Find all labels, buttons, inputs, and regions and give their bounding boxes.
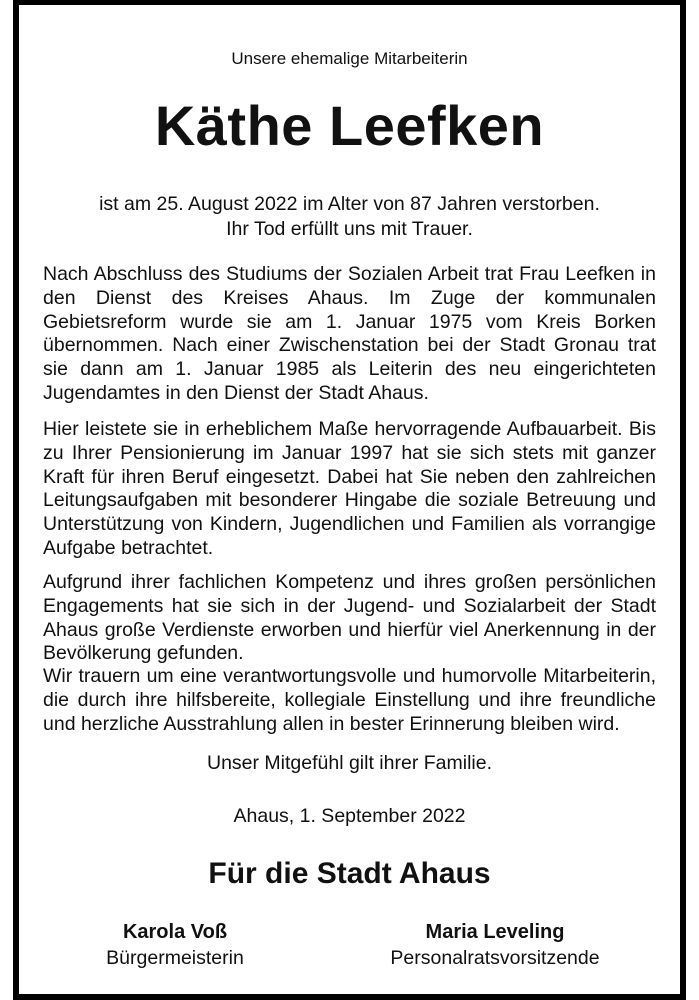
paragraph-recognition: Aufgrund ihrer fachlichen Kompetenz und ihres großen persönlichen Engagements hat sie sich in der Jugend- und Sozialarbeit der Stadt Ahaus große Verdienste erworben und hierfür viel Anerkennung in der Bevölkerung gefunden. [43, 571, 656, 665]
paragraph-mourning: Wir trauern um eine verantwortungsvolle und humorvolle Mitarbeiterin, die durch ihre hilfsbereite, kollegiale Einstellung und ihre freundliche und herzliche Ausstrahlung allen in bester Erinnerung bleiben wird. [43, 665, 656, 735]
intro-line: Unsere ehemalige Mitarbeiterin [231, 49, 468, 68]
sympathy-line: Unser Mitgefühl gilt ihrer Familie. [206, 752, 492, 774]
signatory-staff-council [365, 919, 625, 971]
signatory-name: Karola Voß [122, 921, 228, 943]
deceased-name: Käthe Leefken [154, 94, 545, 157]
signatory-role: Personalratsvorsitzende [390, 947, 600, 969]
organization-heading: Für die Stadt Ahaus [208, 857, 491, 890]
death-line-1: ist am 25. August 2022 im Alter von 87 Jahren verstorben. [99, 193, 600, 215]
place-date: Ahaus, 1. September 2022 [233, 805, 466, 827]
death-line-2: Ihr Tod erfüllt uns mit Trauer. [226, 218, 473, 240]
paragraph-career: Nach Abschluss des Studiums der Sozialen Arbeit trat Frau Leefken in den Dienst des Kreises Ahaus. Im Zuge der kommunalen Gebietsreform wurde sie am 1. Januar 1975 vom Kreis Borken übernommen. Nach einer Zwischenstation bei der Stadt Gronau trat sie dann am 1. Januar 1985 als Leiterin des neu eingerichteten Jugendamtes in den Dienst der Stadt Ahaus. [43, 263, 656, 404]
signatory-mayor [75, 919, 275, 971]
signatory-role: Bürgermeisterin [106, 947, 244, 969]
signatory-name: Maria Leveling [425, 921, 565, 943]
paragraph-achievements: Hier leistete sie in erheblichem Maße hervorragende Aufbauarbeit. Bis zu Ihrer Pensionierung im Januar 1997 hat sie sich stets mit ganzer Kraft für ihren Beruf eingesetzt. Dabei hat Sie neben den zahlreichen Leitungsaufgaben mit besonderer Hingabe die soziale Betreuung und Unterstützung von Kindern, Jugendlichen und Familien als vorrangige Aufgabe betrachtet. [43, 418, 656, 559]
death-announcement [19, 192, 680, 242]
obituary-frame [13, 0, 686, 1000]
